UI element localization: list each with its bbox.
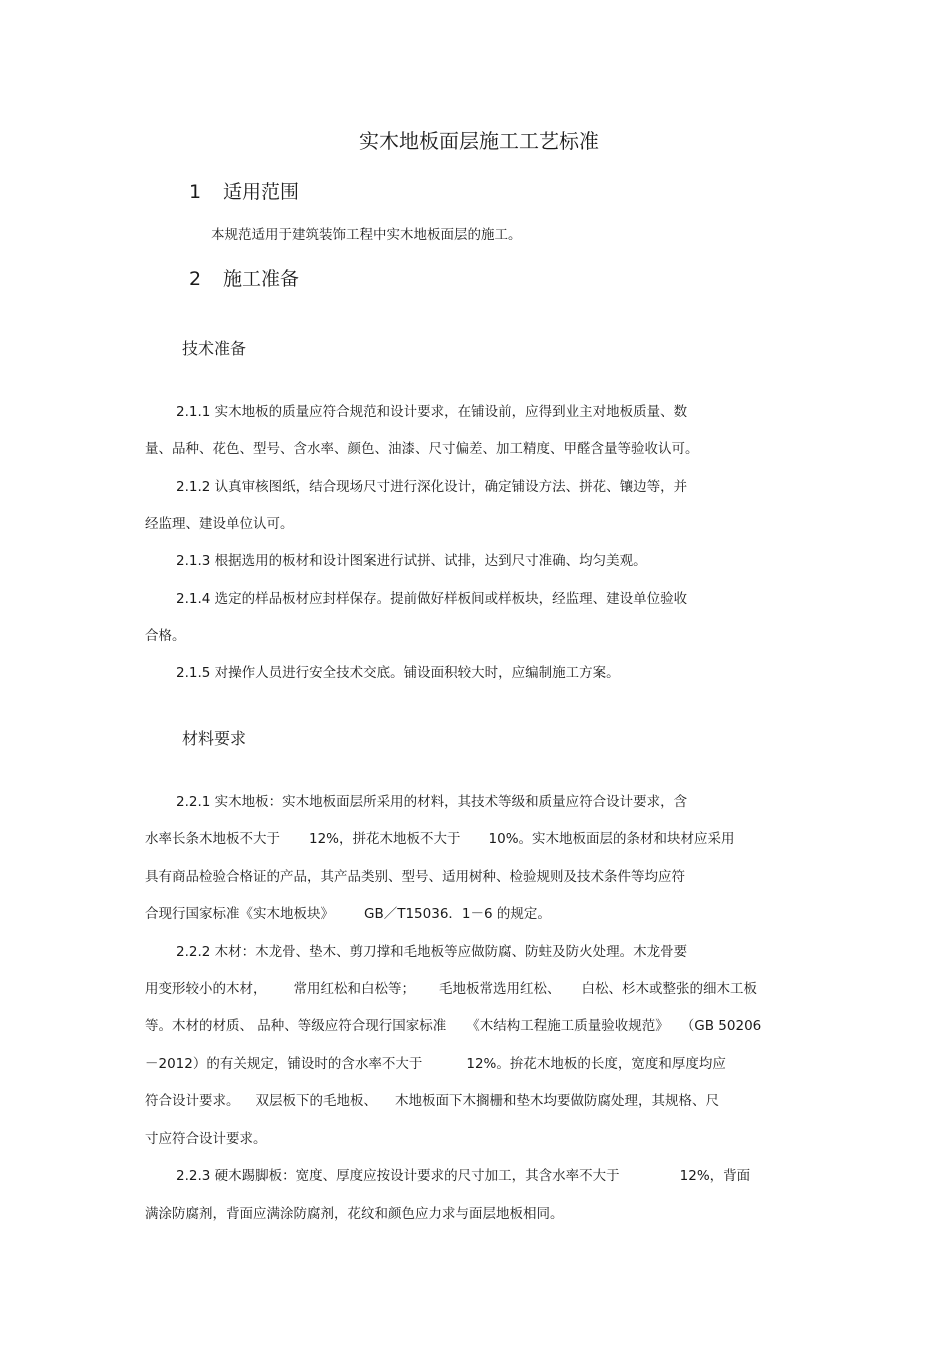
p222-l5-part-b: 双层板下的毛地板、 — [255, 1093, 377, 1109]
section-2-title: 施工准备 — [223, 268, 300, 290]
tech-prep-heading: 技术准备 — [182, 339, 247, 358]
para-2-1-1-line-1: 2.1.1 实木地板的质量应符合规范和设计要求，在铺设前，应得到业主对地板质量、数 — [176, 404, 688, 420]
p222-l4-part-a: －2012）的有关规定，铺设时的含水率不大于 — [145, 1056, 423, 1072]
para-2-2-1-line-2 — [145, 833, 735, 847]
p221-l4-part-b: GB／T15036．1－6 的规定。 — [364, 906, 551, 922]
p221-l2-part-b: 12%，拼花木地板不大于 — [309, 831, 461, 847]
para-2-1-5: 2.1.5 对操作人员进行安全技术交底。铺设面积较大时，应编制施工方案。 — [176, 665, 620, 681]
section-1-text: 本规范适用于建筑装饰工程中实木地板面层的施工。 — [211, 227, 522, 243]
p222-l2-part-b: 常用红松和白松等； — [293, 981, 415, 997]
p222-l2-part-a: 用变形较小的木材， — [145, 981, 267, 997]
section-2-heading — [189, 270, 299, 289]
section-1-heading — [189, 183, 299, 202]
section-2-number: 2 — [189, 268, 202, 290]
p222-l2-part-c: 毛地板常选用红松、 — [439, 981, 561, 997]
p221-l4-part-a: 合现行国家标准《实木地板块》 — [145, 906, 334, 922]
p222-l2-part-d: 白松、杉木或整张的细木工板 — [581, 981, 757, 997]
p223-l1-part-a: 2.2.3 硬木踢脚板：宽度、厚度应按设计要求的尺寸加工，其含水率不大于 — [176, 1168, 620, 1184]
para-2-1-4-line-2: 合格。 — [145, 628, 186, 644]
p222-l4-part-b: 12%。拚花木地板的长度，宽度和厚度均应 — [466, 1056, 726, 1072]
para-2-2-1-line-3: 具有商品检验合格证的产品，其产品类别、型号、适用树种、检验规则及技术条件等均应符 — [145, 869, 685, 885]
para-2-1-2-line-2: 经监理、建设单位认可。 — [145, 516, 294, 532]
p222-l5-part-c: 木地板面下木搁栅和垫木均要做防腐处理，其规格、尺 — [395, 1093, 719, 1109]
para-2-2-2-line-5 — [145, 1095, 719, 1109]
para-2-2-3-line-2: 满涂防腐剂，背面应满涂防腐剂，花纹和颜色应力求与面层地板相同。 — [145, 1206, 564, 1222]
p221-l2-part-a: 水率长条木地板不大于 — [145, 831, 280, 847]
p221-l2-part-c: 10%。实木地板面层的条材和块材应采用 — [488, 831, 735, 847]
para-2-1-3: 2.1.3 根据选用的板材和设计图案进行试拼、试排，达到尺寸准确、均匀美观。 — [176, 553, 647, 569]
section-1-number: 1 — [189, 181, 202, 203]
para-2-2-2-line-2 — [145, 983, 757, 997]
para-2-1-1-line-2: 量、品种、花色、型号、含水率、颜色、油漆、尺寸偏差、加工精度、甲醛含量等验收认可。 — [145, 441, 699, 457]
para-2-2-2-line-4 — [145, 1058, 726, 1072]
para-2-2-2-line-1: 2.2.2 木材：木龙骨、垫木、剪刀撑和毛地板等应做防腐、防蛀及防火处理。木龙骨要 — [176, 944, 688, 960]
para-2-2-1-line-1: 2.2.1 实木地板：实木地板面层所采用的材料，其技术等级和质量应符合设计要求，含 — [176, 794, 688, 810]
p222-l3-part-a: 等。木材的材质、 品种、等级应符合现行国家标准 — [145, 1018, 447, 1034]
p222-l5-part-a: 符合设计要求。 — [145, 1093, 240, 1109]
para-2-1-2-line-1: 2.1.2 认真审核图纸，结合现场尺寸进行深化设计，确定铺设方法、拼花、镶边等，并 — [176, 479, 688, 495]
section-1-title: 适用范围 — [223, 181, 300, 203]
para-2-2-2-line-6: 寸应符合设计要求。 — [145, 1131, 267, 1147]
para-2-2-2-line-3 — [145, 1020, 761, 1034]
p223-l1-part-b: 12%，背面 — [679, 1168, 751, 1184]
document-title: 实木地板面层施工工艺标准 — [359, 129, 599, 153]
para-2-1-4-line-1: 2.1.4 选定的样品板材应封样保存。提前做好样板间或样板块，经监理、建设单位验收 — [176, 591, 688, 607]
para-2-2-3-line-1 — [176, 1170, 750, 1184]
para-2-2-1-line-4 — [145, 908, 551, 922]
p222-l3-part-c: （GB 50206 — [680, 1018, 762, 1034]
p222-l3-part-b: 《木结构工程施工质量验收规范》 — [466, 1018, 669, 1034]
material-req-heading: 材料要求 — [182, 729, 247, 748]
